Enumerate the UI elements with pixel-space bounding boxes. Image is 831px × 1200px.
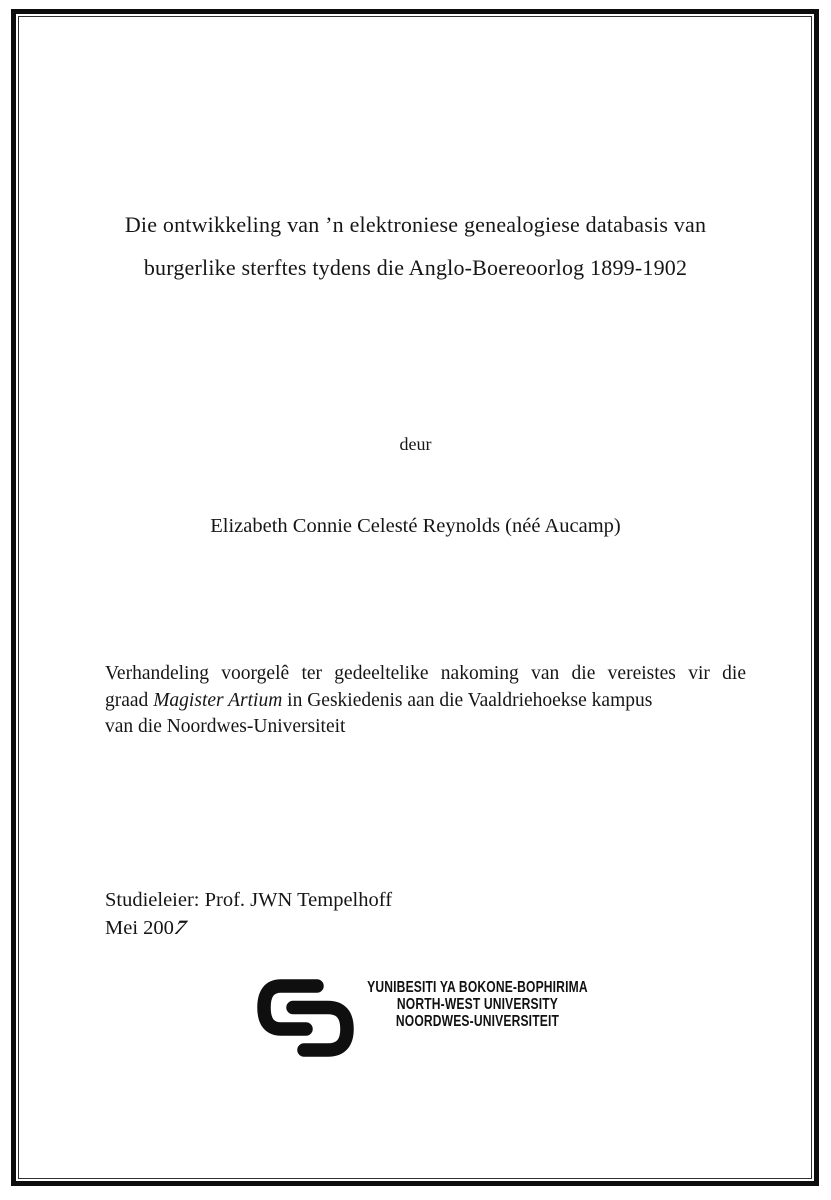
statement-line-2 (105, 688, 746, 715)
thesis-statement (105, 661, 746, 741)
date-line (105, 914, 392, 942)
logo-wordmark-line-3: NOORDWES-UNIVERSITEIT (395, 1012, 560, 1030)
author-name: Elizabeth Connie Celesté Reynolds (néé Aucamp) (210, 515, 621, 537)
page-title (60, 203, 771, 289)
degree-name: Magister Artium (153, 689, 283, 711)
page-title-line-1: Die ontwikkeling van ’n elektroniese genealogiese databasis van (124, 212, 707, 237)
supervisor-line: Studieleier: Prof. JWN Tempelhoff (105, 889, 393, 911)
statement-line-2-prefix: graad (105, 689, 154, 711)
date-last-digit: 7 (170, 917, 191, 939)
byline: deur (399, 434, 432, 454)
supervisor-block (105, 886, 392, 942)
statement-line-3: van die Noordwes-Universiteit (105, 716, 346, 737)
university-logo (257, 975, 658, 1057)
date-prefix: Mei 200 (105, 917, 174, 939)
logo-wordmark (362, 975, 593, 1030)
logo-wordmark-line-2: NORTH-WEST UNIVERSITY (396, 995, 558, 1013)
nwu-interlocked-links-icon (257, 979, 354, 1057)
page-title-line-2: burgerlike sterftes tydens die Anglo-Boereoorlog 1899-1902 (143, 255, 688, 280)
statement-line-1: Verhandeling voorgelê ter gedeeltelike nakoming van die vereistes vir die (105, 663, 746, 684)
statement-line-2-suffix: in Geskiedenis aan die Vaaldriehoekse kampus (282, 689, 653, 711)
logo-wordmark-line-1: YUNIBESITI YA BOKONE-BOPHIRIMA (367, 979, 588, 996)
